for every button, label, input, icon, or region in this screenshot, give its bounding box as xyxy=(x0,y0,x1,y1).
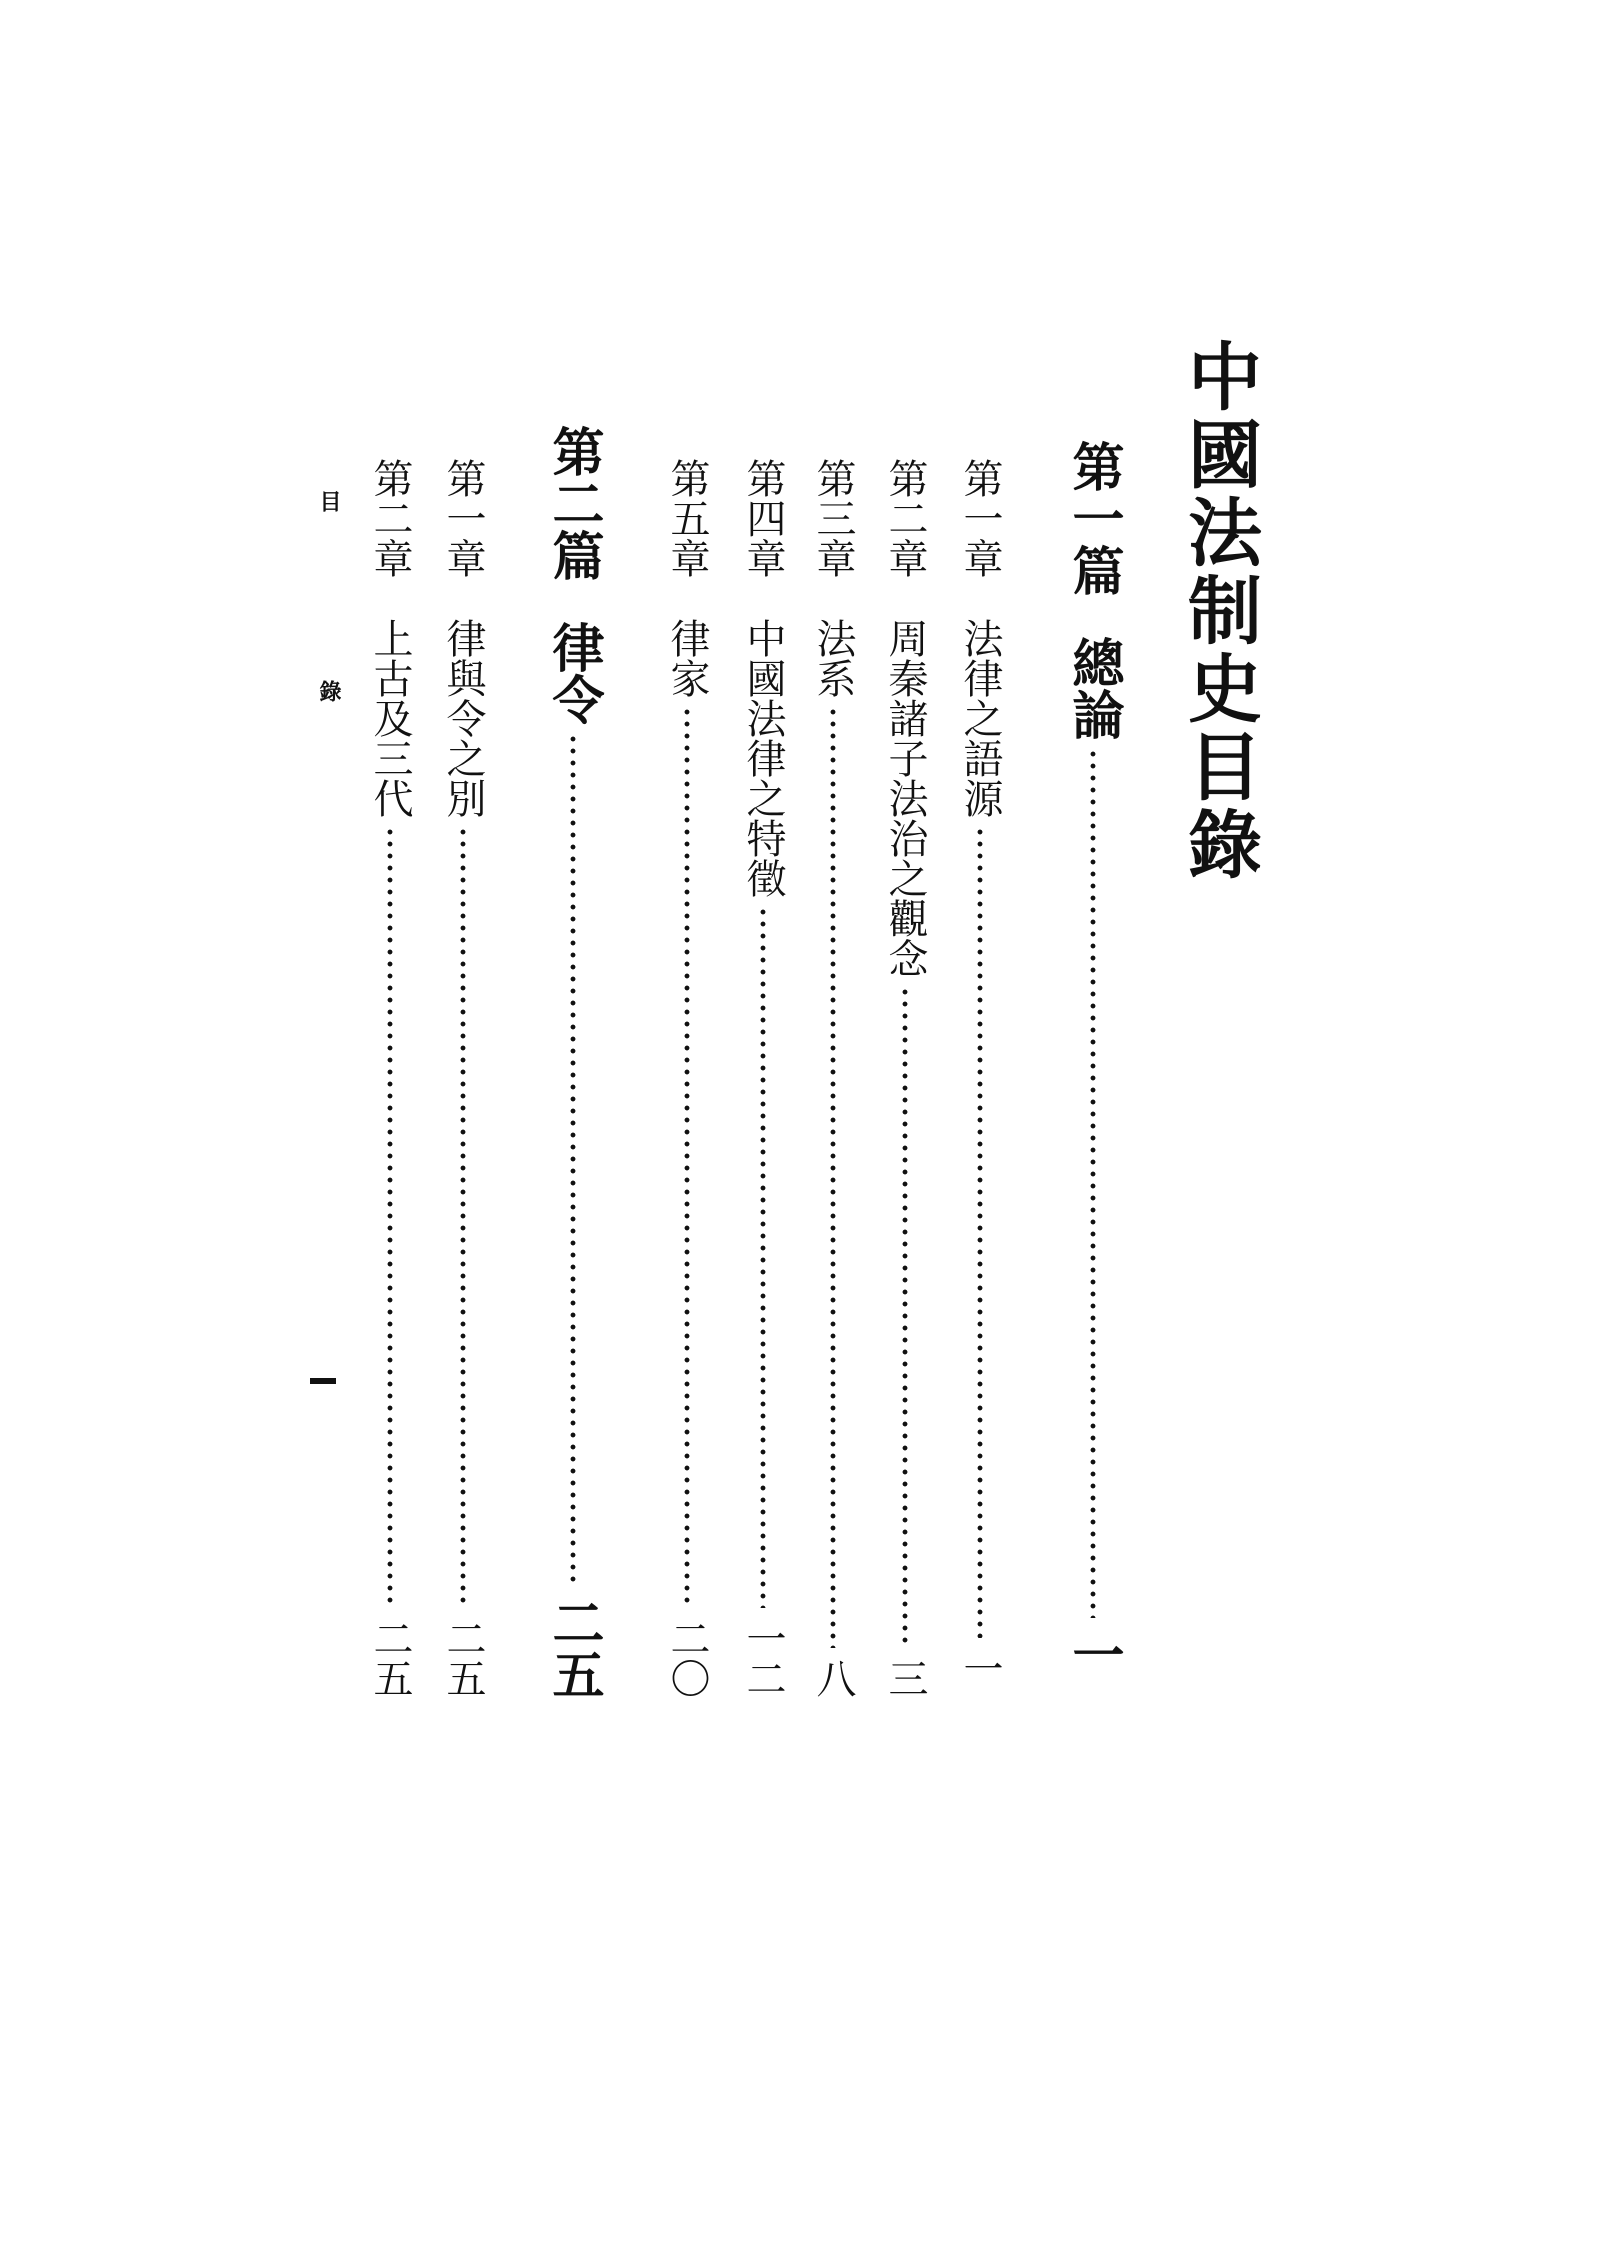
entry-title: 中國法律之特徵 xyxy=(740,618,786,898)
entry-title: 上古及三代 xyxy=(367,618,413,818)
dot-leader xyxy=(684,706,690,1608)
entry-title: 法系 xyxy=(810,618,856,698)
entry-prefix: 第一章 xyxy=(440,458,486,578)
entry-title: 法律之語源 xyxy=(957,618,1003,818)
entry-title: 律與令之別 xyxy=(440,618,486,818)
toc-entry-chapter-1-2 xyxy=(880,458,930,1698)
entry-title: 周秦諸子法治之觀念 xyxy=(882,618,928,978)
entry-page: 一二 xyxy=(740,1618,786,1698)
toc-entry-chapter-1-3 xyxy=(808,458,858,1698)
dot-leader xyxy=(760,906,766,1608)
entry-prefix: 第五章 xyxy=(664,458,710,578)
toc-entry-part-1 xyxy=(1060,440,1126,1680)
toc-entry-chapter-2-2 xyxy=(365,458,415,1698)
toc-entry-part-2 xyxy=(540,425,606,1700)
toc-entry-chapter-1-5 xyxy=(662,458,712,1698)
running-head-char-2: 錄 xyxy=(316,680,342,702)
entry-prefix: 第四章 xyxy=(740,458,786,578)
entry-page: 二五 xyxy=(440,1618,486,1698)
entry-prefix: 第二章 xyxy=(367,458,413,578)
entry-title: 總論 xyxy=(1063,636,1124,740)
dot-leader xyxy=(387,826,393,1608)
entry-page: 三 xyxy=(882,1658,928,1698)
entry-page: 一 xyxy=(957,1648,1003,1688)
toc-entry-chapter-1-4 xyxy=(738,458,788,1698)
entry-page: 二五 xyxy=(367,1618,413,1698)
entry-page: 二〇 xyxy=(664,1618,710,1698)
toc-entry-chapter-1-1 xyxy=(955,458,1005,1688)
page-title: 中國法制史目錄 xyxy=(1176,338,1262,884)
entry-page: 一 xyxy=(1063,1628,1124,1680)
toc-entry-chapter-2-1 xyxy=(438,458,488,1698)
entry-prefix: 第二篇 xyxy=(543,425,604,581)
entry-prefix: 第三章 xyxy=(810,458,856,578)
dot-leader xyxy=(830,706,836,1648)
dot-leader xyxy=(1090,748,1096,1618)
entry-page: 八 xyxy=(810,1658,856,1698)
dot-leader xyxy=(460,826,466,1608)
dot-leader xyxy=(570,733,576,1586)
entry-prefix: 第一章 xyxy=(957,458,1003,578)
folio-number xyxy=(312,1364,334,1395)
entry-prefix: 第二章 xyxy=(882,458,928,578)
entry-page: 二五 xyxy=(543,1596,604,1700)
entry-title: 律家 xyxy=(664,618,710,698)
dot-leader xyxy=(977,826,983,1638)
dot-leader xyxy=(902,986,908,1648)
entry-prefix: 第一篇 xyxy=(1063,440,1124,596)
running-head-char-1: 目 xyxy=(316,490,342,512)
entry-title: 律令 xyxy=(543,621,604,725)
